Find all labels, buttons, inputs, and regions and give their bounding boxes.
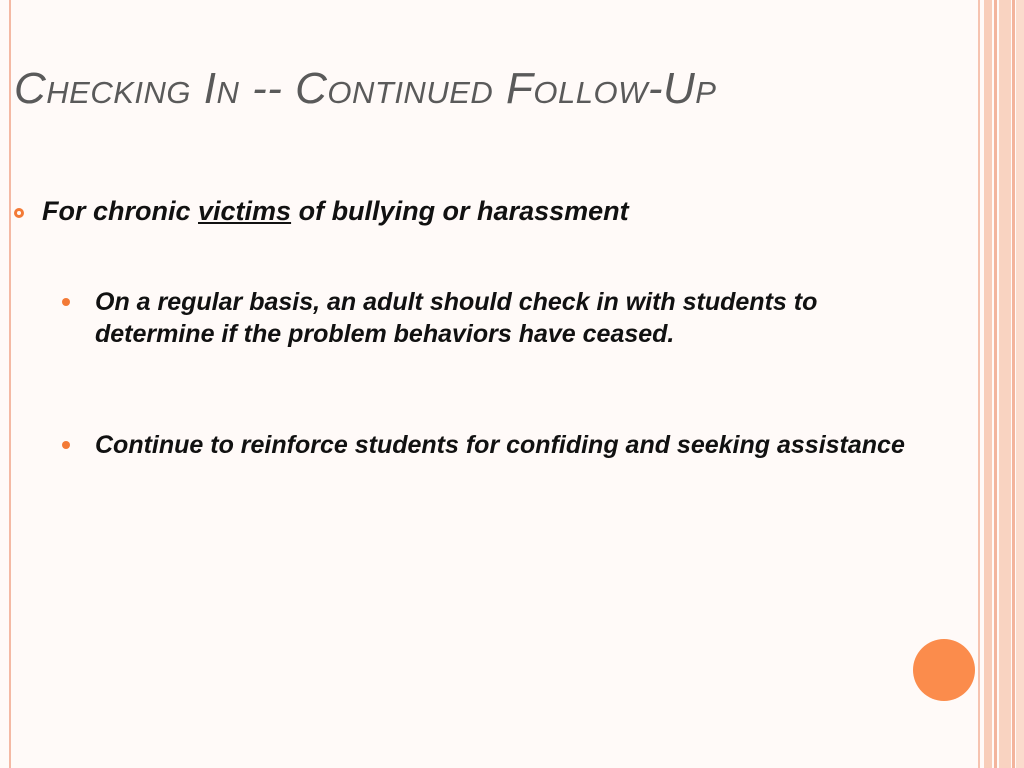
right-stripe bbox=[984, 0, 992, 768]
bullet-level-1-text bbox=[42, 196, 629, 227]
right-stripe bbox=[994, 0, 997, 768]
right-stripe bbox=[1012, 0, 1015, 768]
sub-bullet-text: On a regular basis, an adult should check in with students to determine if the problem behaviors have ceased. bbox=[95, 288, 818, 348]
ring-bullet-icon bbox=[14, 208, 24, 218]
bullet-level-2 bbox=[62, 286, 912, 350]
right-stripe bbox=[999, 0, 1011, 768]
dot-bullet-icon bbox=[62, 441, 70, 449]
bullet-level-2 bbox=[62, 429, 912, 461]
bullet-level-1 bbox=[14, 196, 629, 227]
slide-title: Checking In -- Continued Follow-Up bbox=[14, 64, 717, 113]
sub-bullet-text: Continue to reinforce students for confiding and seeking assistance bbox=[95, 431, 905, 459]
dot-bullet-icon bbox=[62, 298, 70, 306]
right-stripe bbox=[978, 0, 980, 768]
orange-circle bbox=[913, 639, 975, 701]
bullet-prefix: For chronic bbox=[42, 196, 199, 226]
bullet-suffix: of bullying or harassment bbox=[291, 196, 629, 226]
bullet-emphasis: victims bbox=[198, 196, 292, 226]
right-stripe bbox=[1016, 0, 1024, 768]
left-border-line bbox=[9, 0, 11, 768]
